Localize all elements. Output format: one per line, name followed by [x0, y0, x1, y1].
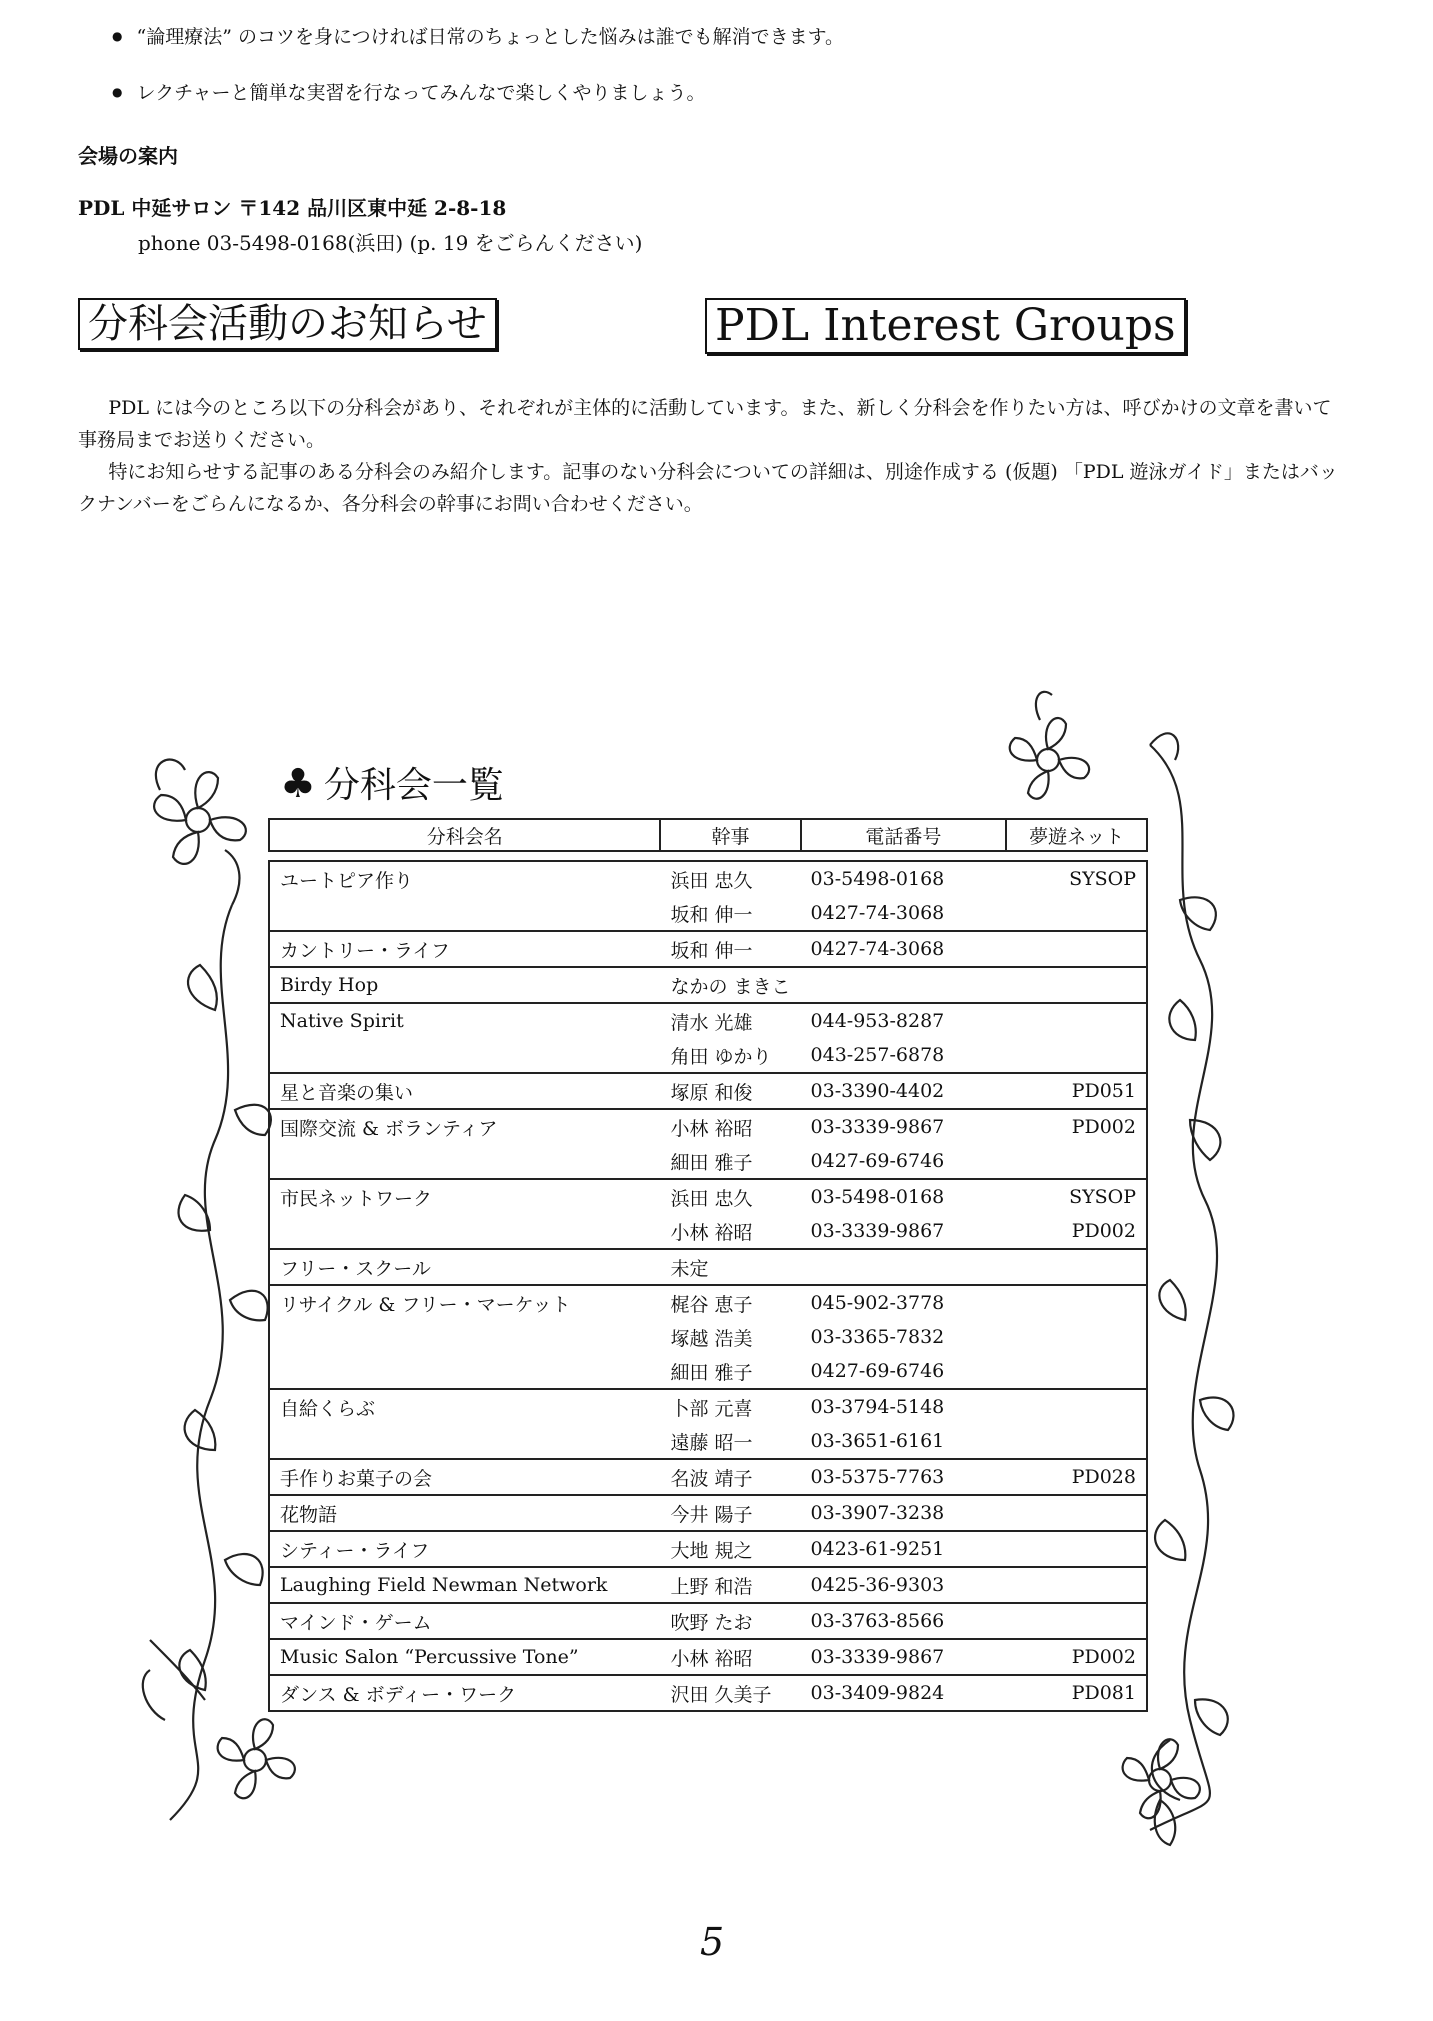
group-block — [269, 1285, 1147, 1389]
table-header-row — [269, 819, 1147, 851]
phone-number: 03-3339-9867 — [810, 1116, 945, 1138]
leader-name: 吹野 たお — [670, 1611, 753, 1634]
net-id — [1006, 1144, 1147, 1179]
bullet-item: ● レクチャーと簡単な実習を行なってみんなで楽しくやりましょう。 — [112, 78, 706, 105]
net-id: PD002 — [1071, 1646, 1136, 1668]
phone-number: 03-3651-6161 — [810, 1430, 945, 1452]
phone-number: 044-953-8287 — [810, 1010, 945, 1032]
phone-number: 03-3794-5148 — [810, 1396, 945, 1418]
leader-name: 上野 和浩 — [670, 1575, 753, 1598]
group-block — [269, 1639, 1147, 1675]
bullet-item: ● “論理療法” のコツを身につければ日常のちょっとした悩みは誰でも解消できます。 — [112, 22, 844, 49]
venue-address: PDL 中延サロン 〒142 品川区東中延 2-8-18 — [78, 196, 507, 220]
phone-number: 03-3339-9867 — [810, 1220, 945, 1242]
table-row — [269, 1567, 1147, 1603]
phone-number: 045-902-3778 — [810, 1292, 945, 1314]
net-id — [1006, 1320, 1147, 1354]
leader-name: 塚越 浩美 — [670, 1327, 753, 1350]
leader-name: 遠藤 昭一 — [670, 1431, 753, 1454]
net-id — [1006, 1495, 1147, 1531]
group-name: 星と音楽の集い — [280, 1081, 414, 1104]
table-row — [269, 1003, 1147, 1038]
group-name — [269, 896, 660, 931]
net-id — [1006, 1567, 1147, 1603]
group-name: ダンス & ボディー・ワーク — [280, 1683, 517, 1706]
phone-number: 0427-69-6746 — [810, 1150, 945, 1172]
leader-name: 坂和 伸一 — [670, 939, 753, 962]
group-block — [269, 967, 1147, 1003]
net-id — [1006, 967, 1147, 1003]
group-block — [269, 1459, 1147, 1495]
column-header: 幹事 — [660, 819, 800, 851]
group-list-table — [268, 818, 1148, 1712]
net-id — [1006, 1038, 1147, 1073]
phone-number: 03-3390-4402 — [810, 1080, 945, 1102]
leader-name: 今井 陽子 — [670, 1503, 753, 1526]
leader-name: 卜部 元喜 — [670, 1397, 753, 1420]
intro-paragraph: PDL には今のところ以下の分科会があり、それぞれが主体的に活動しています。また、新しく分科会を作りたい方は、呼びかけの文章を書いて事務局までお送りください。 — [78, 397, 1332, 451]
table-row — [269, 1109, 1147, 1144]
leader-name: なかの まきこ — [670, 975, 791, 998]
group-name: Laughing Field Newman Network — [280, 1574, 608, 1596]
group-block — [269, 1389, 1147, 1459]
leader-name: 坂和 伸一 — [670, 903, 753, 926]
net-id: PD051 — [1071, 1080, 1136, 1102]
table-row — [269, 1389, 1147, 1424]
group-name: カントリー・ライフ — [280, 939, 450, 962]
leader-name: 細田 雅子 — [670, 1361, 753, 1384]
group-block — [269, 1531, 1147, 1567]
net-id — [1006, 1424, 1147, 1459]
table-row — [269, 1285, 1147, 1320]
table-row — [269, 1639, 1147, 1675]
net-id: PD002 — [1071, 1116, 1136, 1138]
net-id — [1006, 896, 1147, 931]
group-name: Native Spirit — [280, 1010, 404, 1032]
group-name — [269, 1144, 660, 1179]
leader-name: 小林 裕昭 — [670, 1647, 753, 1670]
table-row — [269, 896, 1147, 931]
group-list-title — [280, 757, 504, 808]
phone-number: 03-5498-0168 — [810, 1186, 945, 1208]
group-name: マインド・ゲーム — [280, 1611, 432, 1634]
section-heading-ja: 分科会活動のお知らせ — [78, 298, 497, 350]
net-id: PD028 — [1071, 1466, 1136, 1488]
group-name — [269, 1214, 660, 1249]
table-row — [269, 1038, 1147, 1073]
table-row — [269, 1603, 1147, 1639]
group-block — [269, 1109, 1147, 1179]
leader-name: 大地 規之 — [670, 1539, 753, 1562]
table-row — [269, 1073, 1147, 1109]
group-block — [269, 1073, 1147, 1109]
leader-name: 塚原 和俊 — [670, 1081, 753, 1104]
net-id — [1006, 1249, 1147, 1285]
group-block — [269, 1495, 1147, 1531]
group-name: 花物語 — [280, 1503, 338, 1526]
net-id — [1006, 1285, 1147, 1320]
phone-number: 03-5498-0168 — [810, 868, 945, 890]
group-block — [269, 1249, 1147, 1285]
table-row — [269, 967, 1147, 1003]
phone-number — [801, 1249, 1007, 1285]
phone-number — [801, 967, 1007, 1003]
net-id: SYSOP — [1069, 868, 1136, 890]
net-id — [1006, 931, 1147, 967]
group-block — [269, 931, 1147, 967]
table-row — [269, 1459, 1147, 1495]
group-block — [269, 1179, 1147, 1249]
net-id: PD081 — [1071, 1682, 1136, 1704]
phone-number: 03-5375-7763 — [810, 1466, 945, 1488]
phone-number: 03-3365-7832 — [810, 1326, 945, 1348]
intro-text — [78, 392, 1348, 520]
club-suit-icon: ♣ — [280, 761, 316, 807]
phone-number: 03-3409-9824 — [810, 1682, 945, 1704]
venue-phone: phone 03-5498-0168(浜田) (p. 19 をごらんください) — [138, 231, 643, 255]
group-name: 自給くらぶ — [280, 1397, 376, 1420]
group-name: ユートピア作り — [280, 869, 414, 892]
phone-number: 03-3339-9867 — [810, 1646, 945, 1668]
group-name: 手作りお菓子の会 — [280, 1467, 433, 1490]
table-row — [269, 931, 1147, 967]
leader-name: 小林 裕昭 — [670, 1221, 753, 1244]
table-row — [269, 1675, 1147, 1711]
leader-name: 名波 靖子 — [670, 1467, 753, 1490]
group-block — [269, 1675, 1147, 1711]
table-row — [269, 1495, 1147, 1531]
table-row — [269, 1531, 1147, 1567]
group-name: Music Salon “Percussive Tone” — [280, 1646, 579, 1668]
net-id — [1006, 1603, 1147, 1639]
net-id — [1006, 1531, 1147, 1567]
group-block — [269, 861, 1147, 931]
phone-number: 0427-74-3068 — [810, 902, 945, 924]
group-name — [269, 1038, 660, 1073]
leader-name: 沢田 久美子 — [670, 1683, 772, 1706]
group-name — [269, 1354, 660, 1389]
net-id: PD002 — [1071, 1220, 1136, 1242]
phone-number: 0425-36-9303 — [810, 1574, 945, 1596]
phone-number: 03-3907-3238 — [810, 1502, 945, 1524]
group-name: シティー・ライフ — [280, 1539, 430, 1562]
group-name: リサイクル & フリー・マーケット — [280, 1293, 571, 1316]
venue-heading: 会場の案内 — [78, 144, 178, 168]
table-row — [269, 1424, 1147, 1459]
net-id — [1006, 1389, 1147, 1424]
leader-name: 浜田 忠久 — [670, 1187, 753, 1210]
net-id: SYSOP — [1069, 1186, 1136, 1208]
leader-name: 清水 光雄 — [670, 1011, 753, 1034]
column-header: 電話番号 — [801, 819, 1007, 851]
intro-paragraph: 特にお知らせする記事のある分科会のみ紹介します。記事のない分科会についての詳細は、別途作成する (仮題) 「PDL 遊泳ガイド」またはバックナンバーをごらんになるか、各分科会の幹事にお問い合わせください。 — [78, 461, 1338, 515]
column-header: 分科会名 — [269, 819, 660, 851]
phone-number: 0427-69-6746 — [810, 1360, 945, 1382]
phone-number: 03-3763-8566 — [810, 1610, 945, 1632]
group-list-title-text: 分科会一覧 — [323, 765, 504, 806]
leader-name: 角田 ゆかり — [670, 1045, 772, 1068]
group-name: Birdy Hop — [280, 974, 379, 996]
leader-name: 細田 雅子 — [670, 1151, 753, 1174]
leader-name: 浜田 忠久 — [670, 869, 753, 892]
table-row — [269, 1249, 1147, 1285]
group-name: フリー・スクール — [280, 1257, 431, 1280]
table-row — [269, 861, 1147, 896]
section-heading-en: PDL Interest Groups — [705, 298, 1186, 354]
table-row — [269, 1144, 1147, 1179]
group-block — [269, 1003, 1147, 1073]
page-number: 5 — [700, 1920, 725, 1964]
phone-number: 043-257-6878 — [810, 1044, 945, 1066]
group-name: 市民ネットワーク — [280, 1187, 433, 1210]
leader-name: 梶谷 恵子 — [670, 1293, 753, 1316]
group-name — [269, 1424, 660, 1459]
phone-number: 0427-74-3068 — [810, 938, 945, 960]
leader-name: 小林 裕昭 — [670, 1117, 753, 1140]
table-row — [269, 1320, 1147, 1354]
group-name — [269, 1320, 660, 1354]
leader-name: 未定 — [670, 1257, 709, 1280]
table-row — [269, 1354, 1147, 1389]
group-block — [269, 1603, 1147, 1639]
group-block — [269, 1567, 1147, 1603]
net-id — [1006, 1003, 1147, 1038]
column-header: 夢遊ネット — [1006, 819, 1147, 851]
table-row — [269, 1214, 1147, 1249]
net-id — [1006, 1354, 1147, 1389]
group-name: 国際交流 & ボランティア — [280, 1117, 498, 1140]
phone-number: 0423-61-9251 — [810, 1538, 945, 1560]
table-row — [269, 1179, 1147, 1214]
